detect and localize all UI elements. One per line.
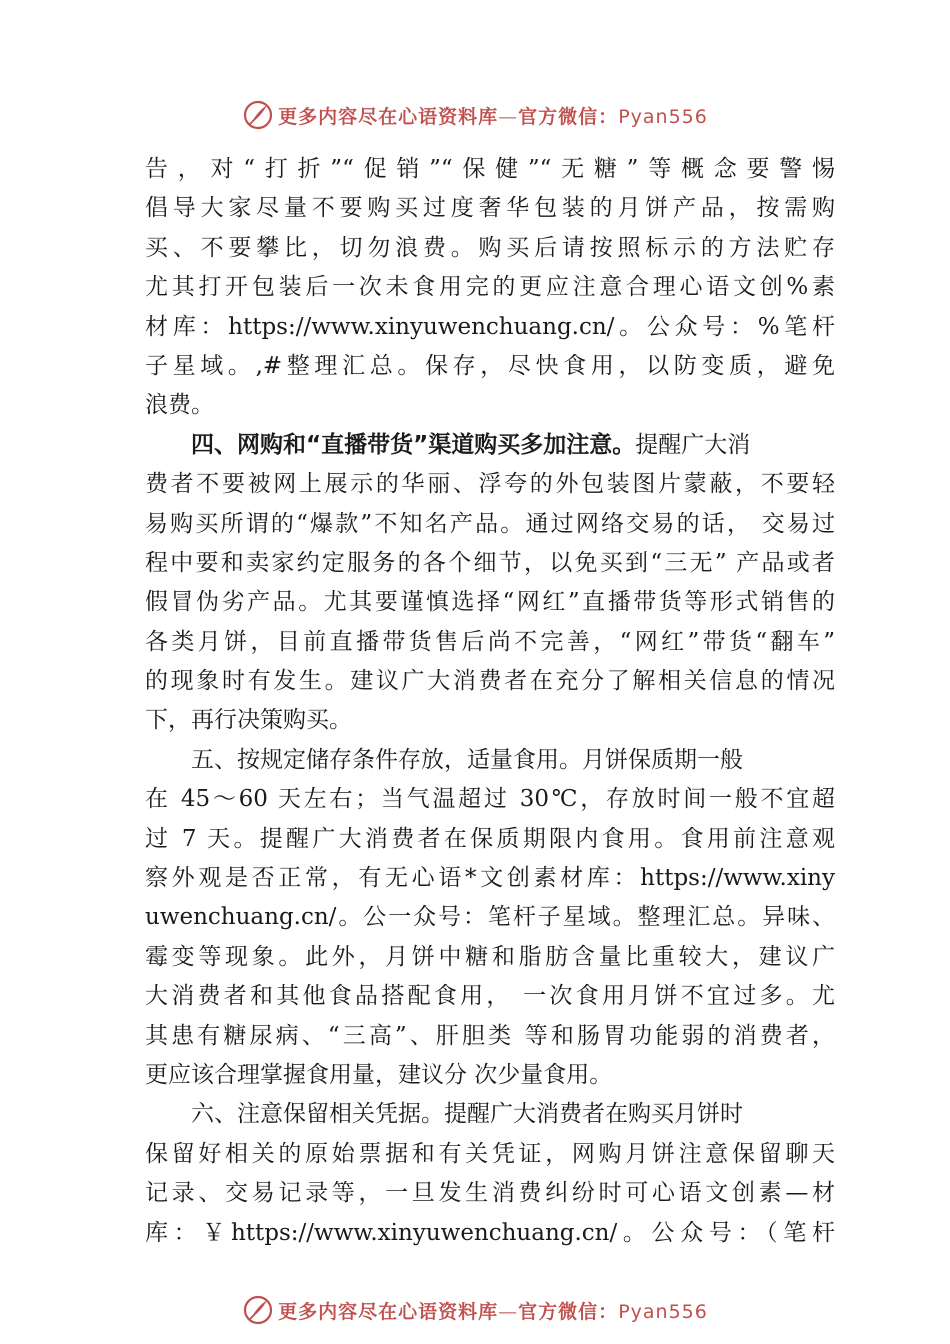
- text-line: 尤其打开包装后一次未食用完的更应注意合理心语文创%素: [145, 274, 835, 301]
- paragraph-4-first-line: [145, 426, 835, 465]
- text-line: 保留好相关的原始票据和有关凭证，网购月饼注意保留聊天: [145, 1140, 835, 1167]
- text-line: 子星域。,#整理汇总。保存，尽快食用，以防变质，避免: [145, 352, 835, 379]
- text-line: 浪费。: [145, 392, 214, 419]
- text-line: 假冒伪劣产品。尤其要谨慎选择“网红”直播带货等形式销售的: [145, 589, 835, 616]
- header-brand: 更多内容尽在心语资料库: [278, 105, 499, 128]
- quill-logo-icon: [242, 1294, 274, 1326]
- footer-separator: —: [498, 1300, 519, 1323]
- paragraph-4-heading: 四、网购和“直播带货”渠道购买多加注意。: [191, 431, 636, 458]
- header-wechat-id: Pyan556: [618, 105, 708, 128]
- document-body: [145, 150, 835, 1253]
- footer-banner: [0, 1290, 950, 1330]
- header-wechat-label: 官方微信：: [518, 105, 619, 128]
- footer-text: [278, 1297, 708, 1324]
- text-line: 买、不要攀比，切勿浪费。购买后请按照标示的方法贮存: [145, 234, 835, 261]
- text-line: 库：￥https://www.xinyuwenchuang.cn/。公众号：（笔杆: [145, 1219, 835, 1246]
- text-line: 告，对“打折”“促销”“保健”“无糖”等概念要警惕: [145, 156, 835, 182]
- header-banner: [0, 95, 950, 135]
- text-line: 材库：https://www.xinyuwenchuang.cn/。公众号：%笔杆: [145, 313, 835, 340]
- text-line: 倡导大家尽量不要购买过度奢华包装的月饼产品，按需购: [145, 195, 835, 222]
- header-text: [278, 102, 708, 129]
- footer-wechat-label: 官方微信：: [518, 1300, 619, 1323]
- text-line: uwenchuang.cn/。公一众号：笔杆子星域。整理汇总。异味、: [145, 904, 835, 931]
- footer-wechat-id: Pyan556: [618, 1300, 708, 1323]
- footer-brand: 更多内容尽在心语资料库: [278, 1300, 499, 1323]
- paragraph-4-first-rest: 提醒广大消: [635, 431, 751, 458]
- text-line: 过 7 天。提醒广大消费者在保质期限内食用。食用前注意观: [145, 825, 835, 852]
- text-line: 各类月饼，目前直播带货售后尚不完善，“网红”带货“翻车”: [145, 628, 835, 655]
- text-line: 其患有糖尿病、“三高”、肝胆类 等和肠胃功能弱的消费者，: [145, 1022, 835, 1049]
- paragraph-5-first-line: 五、按规定储存条件存放，适量食用。月饼保质期一般: [191, 746, 743, 773]
- text-line: 察外观是否正常，有无心语*文创素材库：https://www.xiny: [145, 865, 835, 892]
- text-line: 记录、交易记录等，一旦发生消费纠纷时可心语文创素—材: [145, 1180, 835, 1207]
- text-line: 更应该合理掌握食用量，建议分 次少量食用。: [145, 1061, 613, 1088]
- text-line: 下，再行决策购买。: [145, 707, 352, 734]
- text-line: 易购买所谓的“爆款”不知名产品。通过网络交易的话， 交易过: [145, 510, 835, 537]
- quill-logo-icon: [242, 99, 274, 131]
- text-line: 大消费者和其他食品搭配食用， 一次食用月饼不宜过多。尤: [145, 983, 835, 1010]
- text-line: 在 45～60 天左右；当气温超过 30℃，存放时间一般不宜超: [145, 786, 835, 813]
- text-line: 的现象时有发生。建议广大消费者在充分了解相关信息的情况: [145, 668, 835, 695]
- header-separator: —: [498, 105, 519, 128]
- text-line: 费者不要被网上展示的华丽、浮夸的外包装图片蒙蔽，不要轻: [145, 471, 835, 498]
- text-line: 霉变等现象。此外，月饼中糖和脂肪含量比重较大，建议广: [145, 943, 835, 970]
- paragraph-6-first-line: 六、注意保留相关凭据。提醒广大消费者在购买月饼时: [191, 1101, 743, 1128]
- text-line: 程中要和卖家约定服务的各个细节，以免买到“三无” 产品或者: [145, 549, 835, 576]
